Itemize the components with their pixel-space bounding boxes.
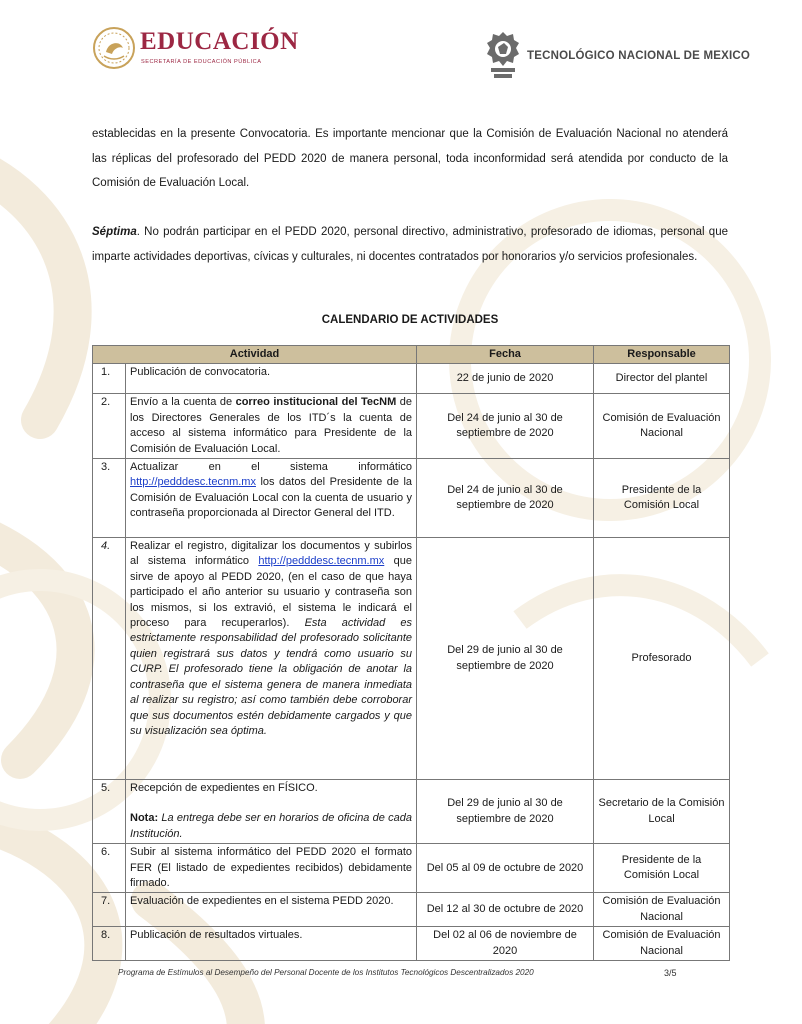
row-responsible: Comisión de Evaluación Nacional <box>594 927 730 961</box>
paragraph-convocatoria: establecidas en la presente Convocatoria. Es importante mencionar que la Comisión de Evaluación Nacional no atenderá las réplicas del profesorado del PEDD 2020 de manera personal, toda inconformidad será atendida por conducto de la Comisión de Evaluación Local. <box>92 128 728 189</box>
row-date: Del 05 al 09 de octubre de 2020 <box>417 844 594 893</box>
activity-text: Recepción de expedientes en FÍSICO. <box>130 782 318 795</box>
row-date: Del 29 de junio al 30 de septiembre de 2020 <box>417 780 594 844</box>
row-number: 1. <box>93 364 126 394</box>
sep-logo <box>92 26 302 72</box>
pedddesc-link[interactable]: http://pedddesc.tecnm.mx <box>130 476 256 489</box>
table-row <box>93 893 730 927</box>
paragraph-septima <box>92 220 728 269</box>
septima-text: . No podrán participar en el PEDD 2020, personal directivo, administrativo, profesorado de idiomas, personal que imparte actividades deportivas, cívicas y culturales, ni docentes contratados por honorarios y/o servicios profesionales. <box>92 226 728 263</box>
activity-text: Realizar el registro, digitalizar los documentos y subirlos al sistema informático <box>130 540 413 568</box>
table-row <box>93 927 730 961</box>
row-number: 2. <box>93 394 126 459</box>
table-row <box>93 459 730 538</box>
row-date: Del 12 al 30 de octubre de 2020 <box>417 893 594 927</box>
row-number: 7. <box>93 893 126 927</box>
row-activity: Publicación de resultados virtuales. <box>126 927 417 961</box>
page-number: 3/5 <box>664 968 677 978</box>
tecnm-logo <box>485 30 751 82</box>
activity-text: Envío a la cuenta de <box>130 396 236 409</box>
header-responsable: Responsable <box>594 346 730 364</box>
row-number: 3. <box>93 459 126 538</box>
row-activity <box>126 394 417 459</box>
row-date: 22 de junio de 2020 <box>417 364 594 394</box>
table-header-row <box>93 346 730 364</box>
tecnm-name: TECNOLÓGICO NACIONAL DE MEXICO <box>527 50 751 62</box>
activity-text: que sirve de apoyo al PEDD 2020, (en el caso de que haya participado el año anterior su usuario y contraseña son los mismos, si los extravió, el sistema le indicará el proceso para recuperarlos). <box>130 555 413 630</box>
header-fecha: Fecha <box>417 346 594 364</box>
tecnm-gear-icon <box>485 30 521 82</box>
row-number: 6. <box>93 844 126 893</box>
footer-program-name: Programa de Estímulos al Desempeño del Personal Docente de los Institutos Tecnológicos Descentralizados 2020 <box>118 968 534 977</box>
row-responsible: Comisión de Evaluación Nacional <box>594 394 730 459</box>
education-subtitle: SECRETARÍA DE EDUCACIÓN PÚBLICA <box>141 59 262 65</box>
row-date: Del 02 al 06 de noviembre de 2020 <box>417 927 594 961</box>
activity-text: los datos del Presidente de la Comisión de Evaluación Local con la cuenta de usuario y contraseña proporcionada al Director General del ITD. <box>130 476 413 520</box>
activity-bold-text: correo institucional del TecNM <box>235 396 397 409</box>
row-activity: Evaluación de expedientes en el sistema PEDD 2020. <box>126 893 417 927</box>
row-date: Del 29 de junio al 30 de septiembre de 2020 <box>417 538 594 780</box>
nota-label: Nota: <box>130 812 159 825</box>
row-date: Del 24 de junio al 30 de septiembre de 2020 <box>417 394 594 459</box>
septima-label: Séptima <box>92 226 137 238</box>
row-activity: Subir al sistema informático del PEDD 2020 el formato FER (El listado de expedientes recibidos) debidamente firmado. <box>126 844 417 893</box>
national-seal-icon <box>92 26 136 70</box>
row-responsible: Secretario de la Comisión Local <box>594 780 730 844</box>
row-activity <box>126 538 417 780</box>
table-row <box>93 844 730 893</box>
nota-text: La entrega debe ser en horarios de oficina de cada Institución. <box>130 812 413 840</box>
activity-text: Actualizar en el sistema informático <box>130 461 413 474</box>
row-responsible: Comisión de Evaluación Nacional <box>594 893 730 927</box>
row-activity <box>126 459 417 538</box>
education-title: EDUCACIÓN <box>140 28 299 55</box>
pedddesc-link[interactable]: http://pedddesc.tecnm.mx <box>258 555 385 568</box>
activities-table <box>92 345 730 961</box>
row-responsible: Director del plantel <box>594 364 730 394</box>
row-responsible: Profesorado <box>594 538 730 780</box>
table-row <box>93 364 730 394</box>
row-responsible: Presidente de la Comisión Local <box>594 844 730 893</box>
table-row <box>93 538 730 780</box>
header-actividad: Actividad <box>93 346 417 364</box>
row-number: 5. <box>93 780 126 844</box>
row-responsible: Presidente de la Comisión Local <box>594 459 730 538</box>
calendar-title: CALENDARIO DE ACTIVIDADES <box>321 314 499 326</box>
row-number: 8. <box>93 927 126 961</box>
activity-text: de los Directores Generales de los ITD´s la cuenta de acceso al sistema informático para Presidente de la Comisión de Evaluación Local. <box>130 396 413 455</box>
table-row <box>93 394 730 459</box>
row-activity <box>126 780 417 844</box>
row-date: Del 24 de junio al 30 de septiembre de 2020 <box>417 459 594 538</box>
table-row <box>93 780 730 844</box>
row-number: 4. <box>93 538 126 780</box>
row-activity: Publicación de convocatoria. <box>126 364 417 394</box>
activity-bold-italic-text: Esta actividad es estrictamente responsabilidad del profesorado solicitante quien registrará sus datos y tendrá como usuario su CURP. El profesorado tiene la obligación de anotar la contraseña que el sistema genera de manera inmediata al realizar su registro; así como también debe corroborar que sus documentos estén debidamente cargados y que su visualización sea óptima. <box>130 617 413 737</box>
